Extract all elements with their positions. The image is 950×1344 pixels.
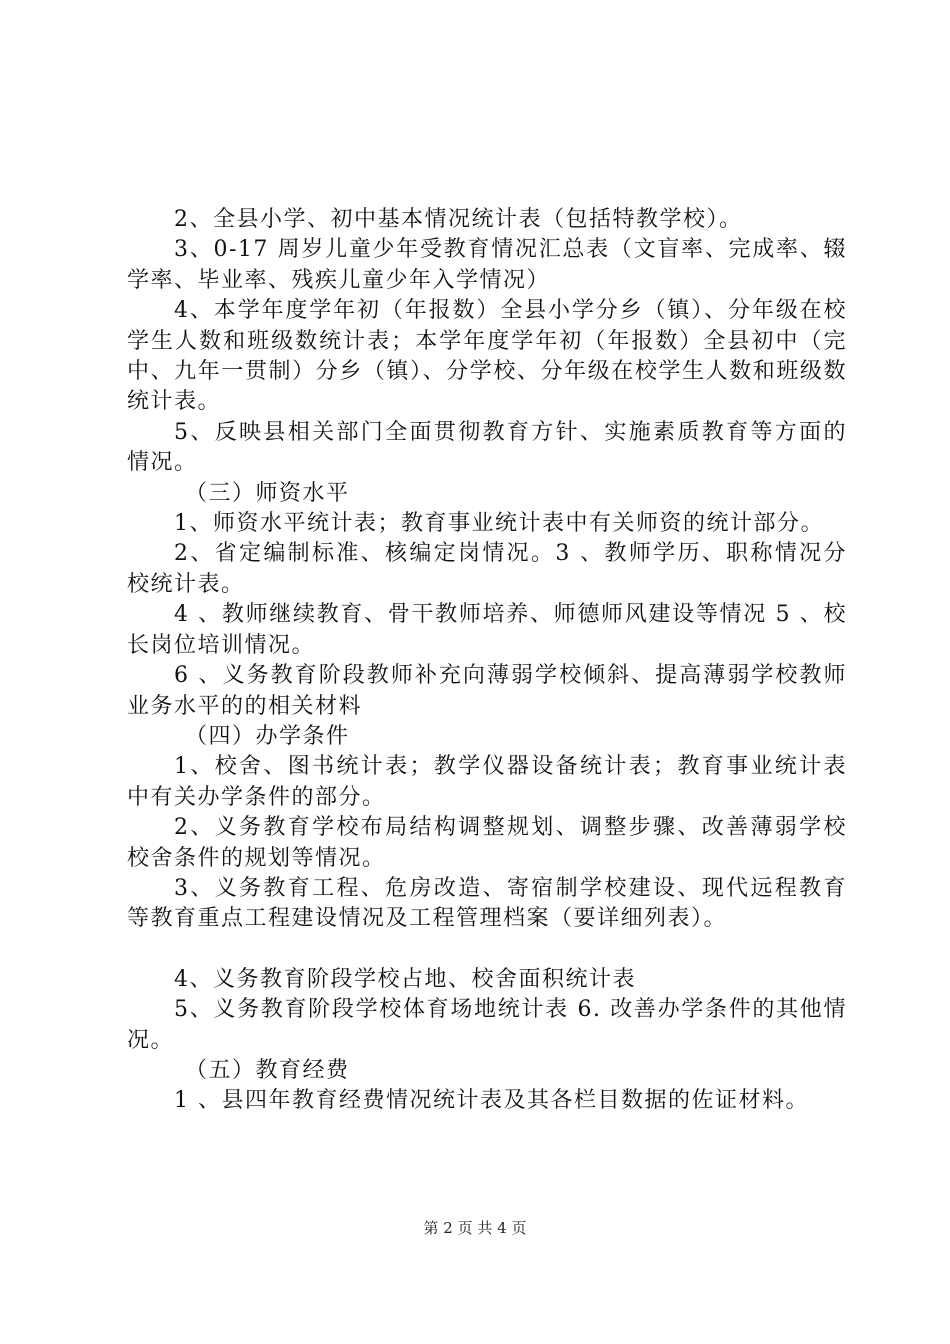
page-number-footer: 第 2 页 共 4 页 xyxy=(423,1219,527,1237)
section-heading-funding: （五）教育经费 xyxy=(185,1057,350,1083)
paragraph-basic-stats: 2、全县小学、初中基本情况统计表（包括特教学校）。 xyxy=(174,207,743,232)
paragraph-quality-education: 5、反映县相关部门全面贯彻教育方针、实施素质教育等方面的情况。 xyxy=(127,419,847,476)
paragraph-child-education: 3、0-17 周岁儿童少年受教育情况汇总表（文盲率、完成率、辍学率、毕业率、残疾儿童少年入学情况） xyxy=(127,237,847,293)
paragraph-layout-plan: 2、义务教育学校布局结构调整规划、调整步骤、改善薄弱学校校舍条件的规划等情况。 xyxy=(127,815,847,871)
paragraph-staffing: 2、省定编制标准、核编定岗情况。3 、教师学历、职称情况分校统计表。 xyxy=(127,541,847,597)
paragraph-teacher-supplement: 6 、义务教育阶段教师补充向薄弱学校倾斜、提高薄弱学校教师业务水平的的相关材料 xyxy=(127,663,847,719)
paragraph-funding-stats: 1 、县四年教育经费情况统计表及其各栏目数据的佐证材料。 xyxy=(174,1088,809,1114)
paragraph-teacher-training: 4 、教师继续教育、骨干教师培养、师德师风建设等情况 5 、校长岗位培训情况。 xyxy=(127,602,847,658)
paragraph-enrollment-stats: 4、本学年度学年初（年报数）全县小学分乡（镇）、分年级在校学生人数和班级数统计表；本学年度学年初（年报数）全县初中（完中、九年一贯制）分乡（镇）、分学校、分年级在校学生人数和班级数统计表。 xyxy=(127,298,847,415)
section-heading-conditions: （四）办学条件 xyxy=(185,723,350,749)
paragraph-land-area: 4、义务教育阶段学校占地、校舍面积统计表 xyxy=(174,966,636,992)
paragraph-key-projects: 3、义务教育工程、危房改造、寄宿制学校建设、现代远程教育等教育重点工程建设情况及工程管理档案（要详细列表）。 xyxy=(127,875,847,932)
paragraph-teacher-stats: 1、师资水平统计表；教育事业统计表中有关师资的统计部分。 xyxy=(174,511,824,537)
paragraph-sports-fields: 5、义务教育阶段学校体育场地统计表 6. 改善办学条件的其他情况。 xyxy=(127,997,847,1053)
document-body xyxy=(127,205,847,1117)
paragraph-gap xyxy=(127,935,847,965)
section-heading-teachers: （三）师资水平 xyxy=(185,480,350,506)
paragraph-facility-stats: 1、校舍、图书统计表；教学仪器设备统计表；教育事业统计表中有关办学条件的部分。 xyxy=(127,754,847,810)
